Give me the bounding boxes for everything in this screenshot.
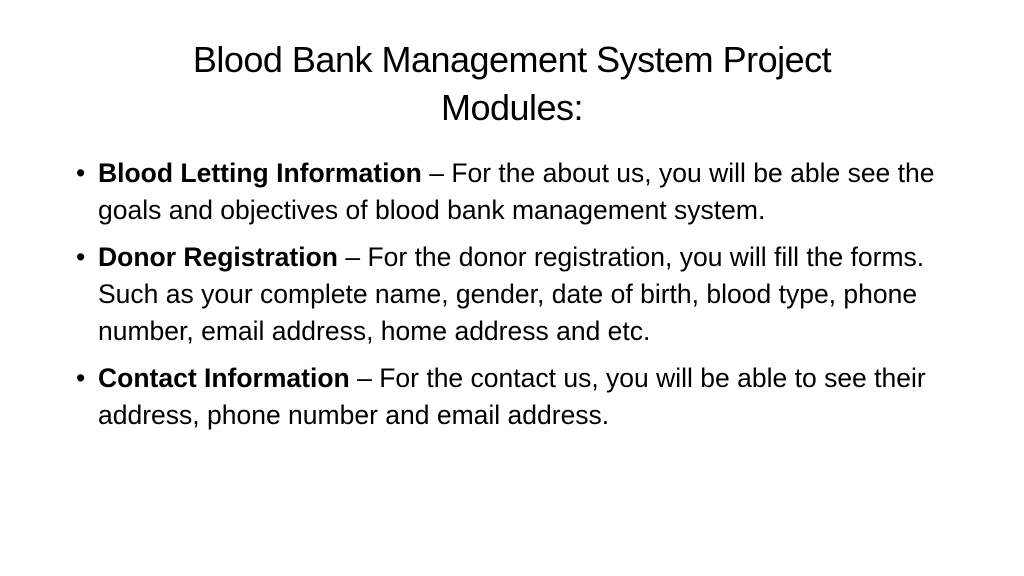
slide-title: [92, 36, 932, 132]
bullet-description: For the contact us, you will be able to see their address, phone number and email address.: [98, 363, 926, 430]
bullet-term: Blood Letting Information: [98, 158, 422, 188]
bullet-marker: •: [76, 363, 86, 393]
bullet-term: Contact Information: [98, 363, 350, 393]
bullet-term: Donor Registration: [98, 242, 338, 272]
bullet-separator: –: [349, 363, 380, 393]
bullet-marker: •: [76, 242, 86, 272]
bullet-item-blood-letting: [76, 155, 956, 229]
bullet-separator: –: [421, 158, 452, 188]
title-line-1: Blood Bank Management System Project: [192, 39, 832, 80]
bullet-marker: •: [76, 158, 86, 188]
bullet-description: For the about us, you will be able see the goals and objectives of blood bank management system.: [98, 158, 935, 225]
bullet-description: For the donor registration, you will fill the forms. Such as your complete name, gender, date of birth, blood type, phone number, email address, home address and etc.: [98, 242, 925, 346]
title-line-2: Modules:: [440, 87, 584, 128]
bullet-item-donor-registration: [76, 239, 956, 350]
bullet-item-contact-information: [76, 360, 956, 434]
bullet-separator: –: [337, 242, 368, 272]
bullet-list: [76, 155, 956, 444]
